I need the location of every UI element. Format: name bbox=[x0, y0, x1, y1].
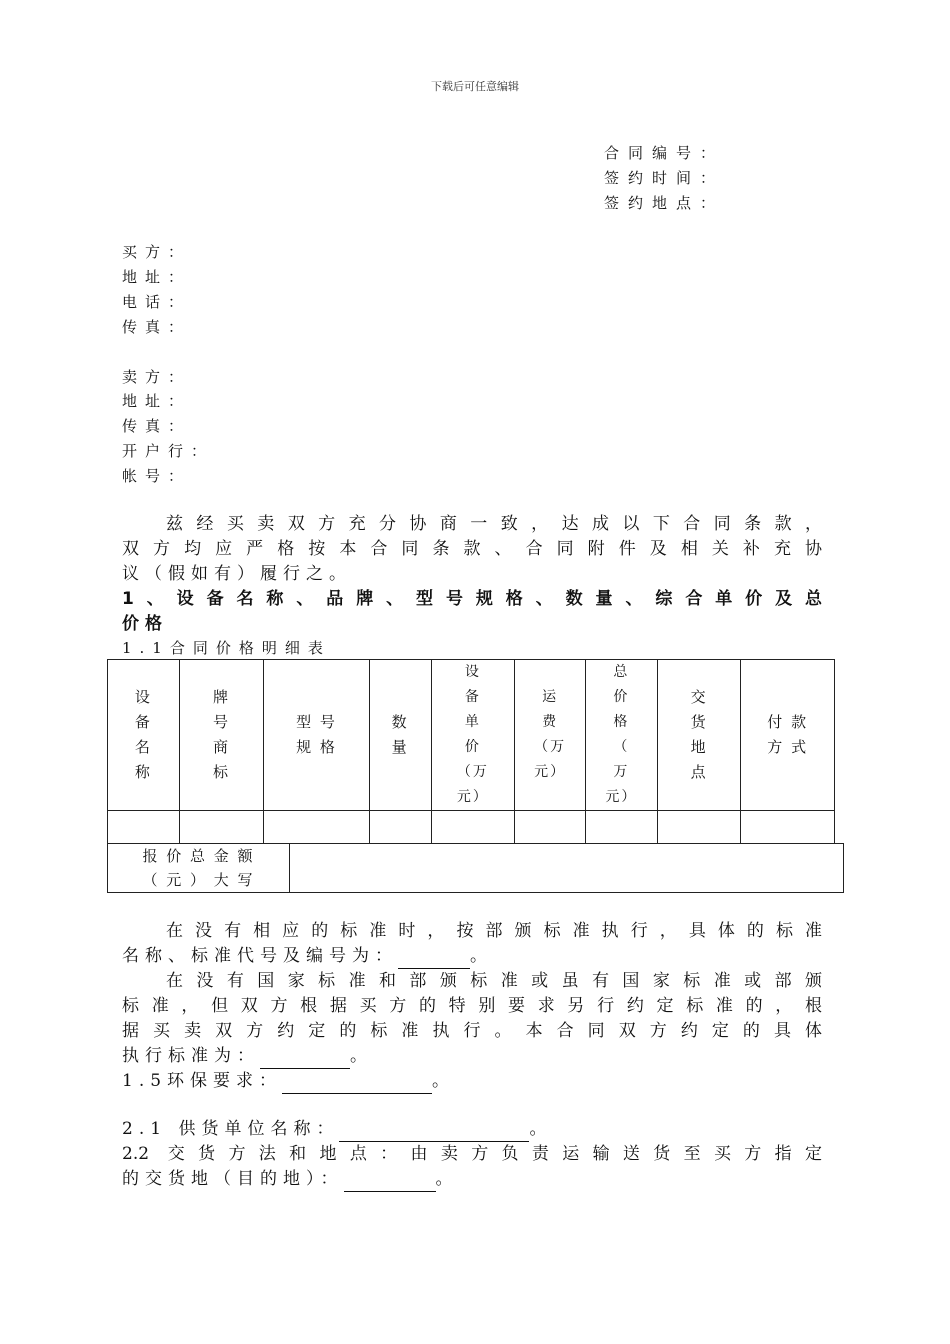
buyer-name-label: 买方： bbox=[122, 243, 192, 261]
cell-brand[interactable] bbox=[179, 811, 264, 844]
total-amount-field[interactable] bbox=[290, 844, 844, 893]
supplier-line bbox=[122, 1117, 822, 1142]
environment-label: 1.5环保要求： bbox=[122, 1071, 283, 1091]
cell-unit-price[interactable] bbox=[431, 811, 515, 844]
cell-model-spec[interactable] bbox=[264, 811, 369, 844]
seller-bank-label: 开户行： bbox=[122, 442, 215, 460]
section-2 bbox=[122, 1117, 822, 1192]
cell-payment-method[interactable] bbox=[741, 811, 835, 844]
cell-freight[interactable] bbox=[515, 811, 586, 844]
header-unit-price: 设 备 单 价 （万 元） bbox=[431, 660, 515, 811]
seller-address-label: 地址： bbox=[122, 392, 192, 410]
intro-paragraph bbox=[122, 512, 822, 587]
header-total-price: 总 价 格 （ 万 元） bbox=[586, 660, 658, 811]
intro-line-3: 议（假如有）履行之。 bbox=[122, 564, 352, 584]
total-amount-row bbox=[108, 844, 844, 893]
supplier-blank[interactable] bbox=[339, 1125, 529, 1142]
contract-number-label: 合同编号： bbox=[604, 144, 725, 162]
environment-blank[interactable] bbox=[282, 1077, 432, 1094]
section-1-title-line-1: 1、设备名称、品牌、型号规格、数量、综合单价及总 bbox=[122, 589, 822, 609]
seller-fax-label: 传真： bbox=[122, 417, 192, 435]
special-line-4 bbox=[122, 1044, 822, 1069]
section-1-title bbox=[122, 587, 822, 637]
special-line-1: 在没有国家标准和部颁标准或虽有国家标准或部颁 bbox=[166, 971, 822, 991]
header-equipment-name: 设 备 名 称 bbox=[108, 660, 180, 811]
signing-place-label: 签约地点： bbox=[604, 194, 725, 212]
header-freight: 运 费 （万 元） bbox=[515, 660, 586, 811]
delivery-line-1: 2.2 交货方法和地点：由卖方负责运输送货至买方指定 bbox=[122, 1144, 822, 1164]
buyer-address-label: 地址： bbox=[122, 268, 192, 286]
cell-total-price[interactable] bbox=[586, 811, 658, 844]
seller-account-label: 帐号： bbox=[122, 467, 192, 485]
table-header-row bbox=[108, 660, 835, 811]
standard-line-2 bbox=[122, 944, 822, 969]
standard-code-blank[interactable] bbox=[398, 952, 470, 969]
intro-line-1: 兹经买卖双方充分协商一致，达成以下合同条款， bbox=[166, 514, 822, 534]
header-quantity: 数 量 bbox=[369, 660, 431, 811]
section-1-title-line-2: 价格 bbox=[122, 614, 168, 634]
cell-delivery-place[interactable] bbox=[657, 811, 741, 844]
cell-equipment-name[interactable] bbox=[108, 811, 180, 844]
header-model-spec: 型 号 规 格 bbox=[264, 660, 369, 811]
special-line-2: 标准，但双方根据买方的特别要求另行约定标准的，根 bbox=[122, 996, 822, 1016]
delivery-place-blank[interactable] bbox=[344, 1175, 436, 1192]
standard-line-1: 在没有相应的标准时，按部颁标准执行，具体的标准 bbox=[166, 921, 822, 941]
special-period: 。 bbox=[350, 1046, 373, 1066]
header-brand: 牌 号 商 标 bbox=[179, 660, 264, 811]
buyer-phone-label: 电话： bbox=[122, 293, 192, 311]
page-header-note: 下载后可任意编辑 bbox=[431, 80, 519, 93]
cell-quantity[interactable] bbox=[369, 811, 431, 844]
price-table-subtitle: 1.1合同价格明细表 bbox=[122, 639, 331, 657]
table-row bbox=[108, 811, 835, 844]
header-delivery-place: 交 货 地 点 bbox=[657, 660, 741, 811]
environment-period: 。 bbox=[432, 1071, 456, 1091]
total-amount-table bbox=[107, 843, 844, 893]
supplier-label: 2.1 供货单位名称： bbox=[122, 1119, 340, 1139]
delivery-period: 。 bbox=[435, 1169, 459, 1189]
supplier-period: 。 bbox=[529, 1119, 553, 1139]
total-amount-label bbox=[108, 844, 290, 893]
special-line-3: 据买卖双方约定的标准执行。本合同双方约定的具体 bbox=[122, 1021, 822, 1041]
intro-line-2: 双方均应严格按本合同条款、合同附件及相关补充协 bbox=[122, 539, 822, 559]
total-amount-label-line-1: 报 价 总 金 额 bbox=[142, 847, 255, 865]
delivery-line-2-text: 的交货地（目的地）： bbox=[122, 1169, 344, 1189]
environment-line bbox=[122, 1069, 822, 1094]
signing-date-label: 签约时间： bbox=[604, 169, 725, 187]
standard-line-2-text: 名称、标准代号及编号为： bbox=[122, 946, 398, 966]
special-line-4-text: 执行标准为： bbox=[122, 1046, 260, 1066]
standard-period: 。 bbox=[470, 946, 493, 966]
standard-clause bbox=[122, 919, 822, 1094]
price-detail-table bbox=[107, 659, 835, 844]
header-payment-method: 付 款 方 式 bbox=[741, 660, 835, 811]
special-standard-blank[interactable] bbox=[260, 1052, 350, 1069]
total-amount-label-line-2: （ 元 ） 大 写 bbox=[142, 871, 255, 889]
seller-name-label: 卖方： bbox=[122, 368, 192, 386]
buyer-fax-label: 传真： bbox=[122, 318, 192, 336]
delivery-line-2 bbox=[122, 1167, 822, 1192]
